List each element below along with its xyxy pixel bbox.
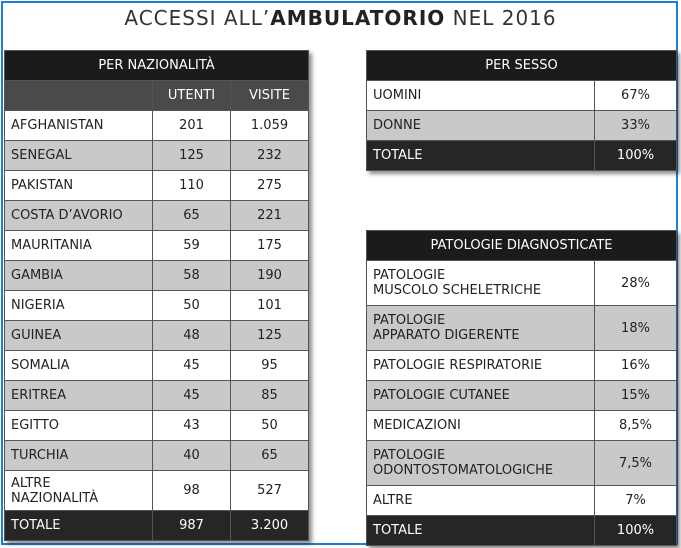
sesso-name: UOMINI [367, 81, 595, 111]
nationality-name: AFGHANISTAN [5, 111, 153, 141]
nationality-visite: 50 [231, 411, 309, 441]
table-row [5, 141, 309, 171]
table-row [5, 201, 309, 231]
title-bold: AMBULATORIO [270, 6, 446, 30]
total-row [367, 141, 677, 171]
sex-rows [367, 81, 677, 171]
nationality-utenti: 48 [153, 321, 231, 351]
nationality-visite: 175 [231, 231, 309, 261]
table-row [5, 111, 309, 141]
nationality-table [4, 50, 309, 541]
patologie-value: 28% [595, 261, 677, 306]
pathologies-rows [367, 261, 677, 546]
nationality-visite: 101 [231, 291, 309, 321]
patologie-value: 18% [595, 306, 677, 351]
table-row [367, 306, 677, 351]
nationality-name: ERITREA [5, 381, 153, 411]
table-row [5, 381, 309, 411]
nationality-name: GUINEA [5, 321, 153, 351]
table-row [5, 231, 309, 261]
patologie-total-label: TOTALE [367, 516, 595, 546]
patologie-value: 7,5% [595, 441, 677, 486]
table-row [5, 321, 309, 351]
sesso-total-value: 100% [595, 141, 677, 171]
col-visite: VISITE [231, 81, 309, 111]
table-row [367, 111, 677, 141]
patologie-name: ALTRE [367, 486, 595, 516]
table-row [367, 351, 677, 381]
nationality-name: ALTRE NAZIONALITÀ [5, 471, 153, 511]
table-row [367, 441, 677, 486]
nationality-name: PAKISTAN [5, 171, 153, 201]
nationality-name: GAMBIA [5, 261, 153, 291]
patologie-name: MEDICAZIONI [367, 411, 595, 441]
sesso-value: 67% [595, 81, 677, 111]
nationality-visite: 190 [231, 261, 309, 291]
nationality-col-blank [5, 81, 153, 111]
patologie-value: 16% [595, 351, 677, 381]
page-title [0, 6, 681, 30]
nationality-name: SENEGAL [5, 141, 153, 171]
nationality-utenti: 40 [153, 441, 231, 471]
table-row [5, 471, 309, 511]
nationality-visite: 95 [231, 351, 309, 381]
table-row [367, 411, 677, 441]
sesso-total-label: TOTALE [367, 141, 595, 171]
patologie-value: 7% [595, 486, 677, 516]
nationality-utenti: 43 [153, 411, 231, 441]
table-row [5, 171, 309, 201]
nationality-visite: 527 [231, 471, 309, 511]
nationality-visite: 65 [231, 441, 309, 471]
table-row [367, 81, 677, 111]
sesso-name: DONNE [367, 111, 595, 141]
patologie-total-value: 100% [595, 516, 677, 546]
col-utenti: UTENTI [153, 81, 231, 111]
patologie-name: PATOLOGIE CUTANEE [367, 381, 595, 411]
sex-header: PER SESSO [367, 51, 677, 81]
nationality-rows [5, 111, 309, 541]
nationality-name: EGITTO [5, 411, 153, 441]
total-row [367, 516, 677, 546]
patologie-value: 8,5% [595, 411, 677, 441]
nationality-name: MAURITANIA [5, 231, 153, 261]
nationality-visite: 275 [231, 171, 309, 201]
nationality-name: COSTA D’AVORIO [5, 201, 153, 231]
nationality-visite: 125 [231, 321, 309, 351]
table-row [5, 291, 309, 321]
title-part1: ACCESSI ALL’ [124, 6, 271, 30]
table-row [367, 261, 677, 306]
nationality-total-visite: 3.200 [231, 511, 309, 541]
total-row [5, 511, 309, 541]
table-row [5, 441, 309, 471]
sesso-value: 33% [595, 111, 677, 141]
table-row [367, 486, 677, 516]
nationality-utenti: 125 [153, 141, 231, 171]
nationality-name: SOMALIA [5, 351, 153, 381]
nationality-visite: 232 [231, 141, 309, 171]
pathologies-table [366, 230, 677, 546]
patologie-name: PATOLOGIE MUSCOLO SCHELETRICHE [367, 261, 595, 306]
nationality-utenti: 58 [153, 261, 231, 291]
nationality-utenti: 50 [153, 291, 231, 321]
nationality-utenti: 201 [153, 111, 231, 141]
nationality-utenti: 59 [153, 231, 231, 261]
table-row [5, 351, 309, 381]
patologie-name: PATOLOGIE ODONTOSTOMATOLOGICHE [367, 441, 595, 486]
sex-table [366, 50, 677, 171]
nationality-total-label: TOTALE [5, 511, 153, 541]
nationality-utenti: 98 [153, 471, 231, 511]
nationality-visite: 221 [231, 201, 309, 231]
table-row [367, 381, 677, 411]
nationality-total-utenti: 987 [153, 511, 231, 541]
table-row [5, 261, 309, 291]
nationality-name: TURCHIA [5, 441, 153, 471]
table-row [5, 411, 309, 441]
patologie-name: PATOLOGIE APPARATO DIGERENTE [367, 306, 595, 351]
patologie-value: 15% [595, 381, 677, 411]
nationality-header: PER NAZIONALITÀ [5, 51, 309, 81]
nationality-name: NIGERIA [5, 291, 153, 321]
nationality-utenti: 45 [153, 381, 231, 411]
nationality-visite: 1.059 [231, 111, 309, 141]
nationality-visite: 85 [231, 381, 309, 411]
title-part2: NEL 2016 [445, 6, 557, 30]
nationality-utenti: 45 [153, 351, 231, 381]
patologie-name: PATOLOGIE RESPIRATORIE [367, 351, 595, 381]
nationality-utenti: 65 [153, 201, 231, 231]
pathologies-header: PATOLOGIE DIAGNOSTICATE [367, 231, 677, 261]
nationality-utenti: 110 [153, 171, 231, 201]
